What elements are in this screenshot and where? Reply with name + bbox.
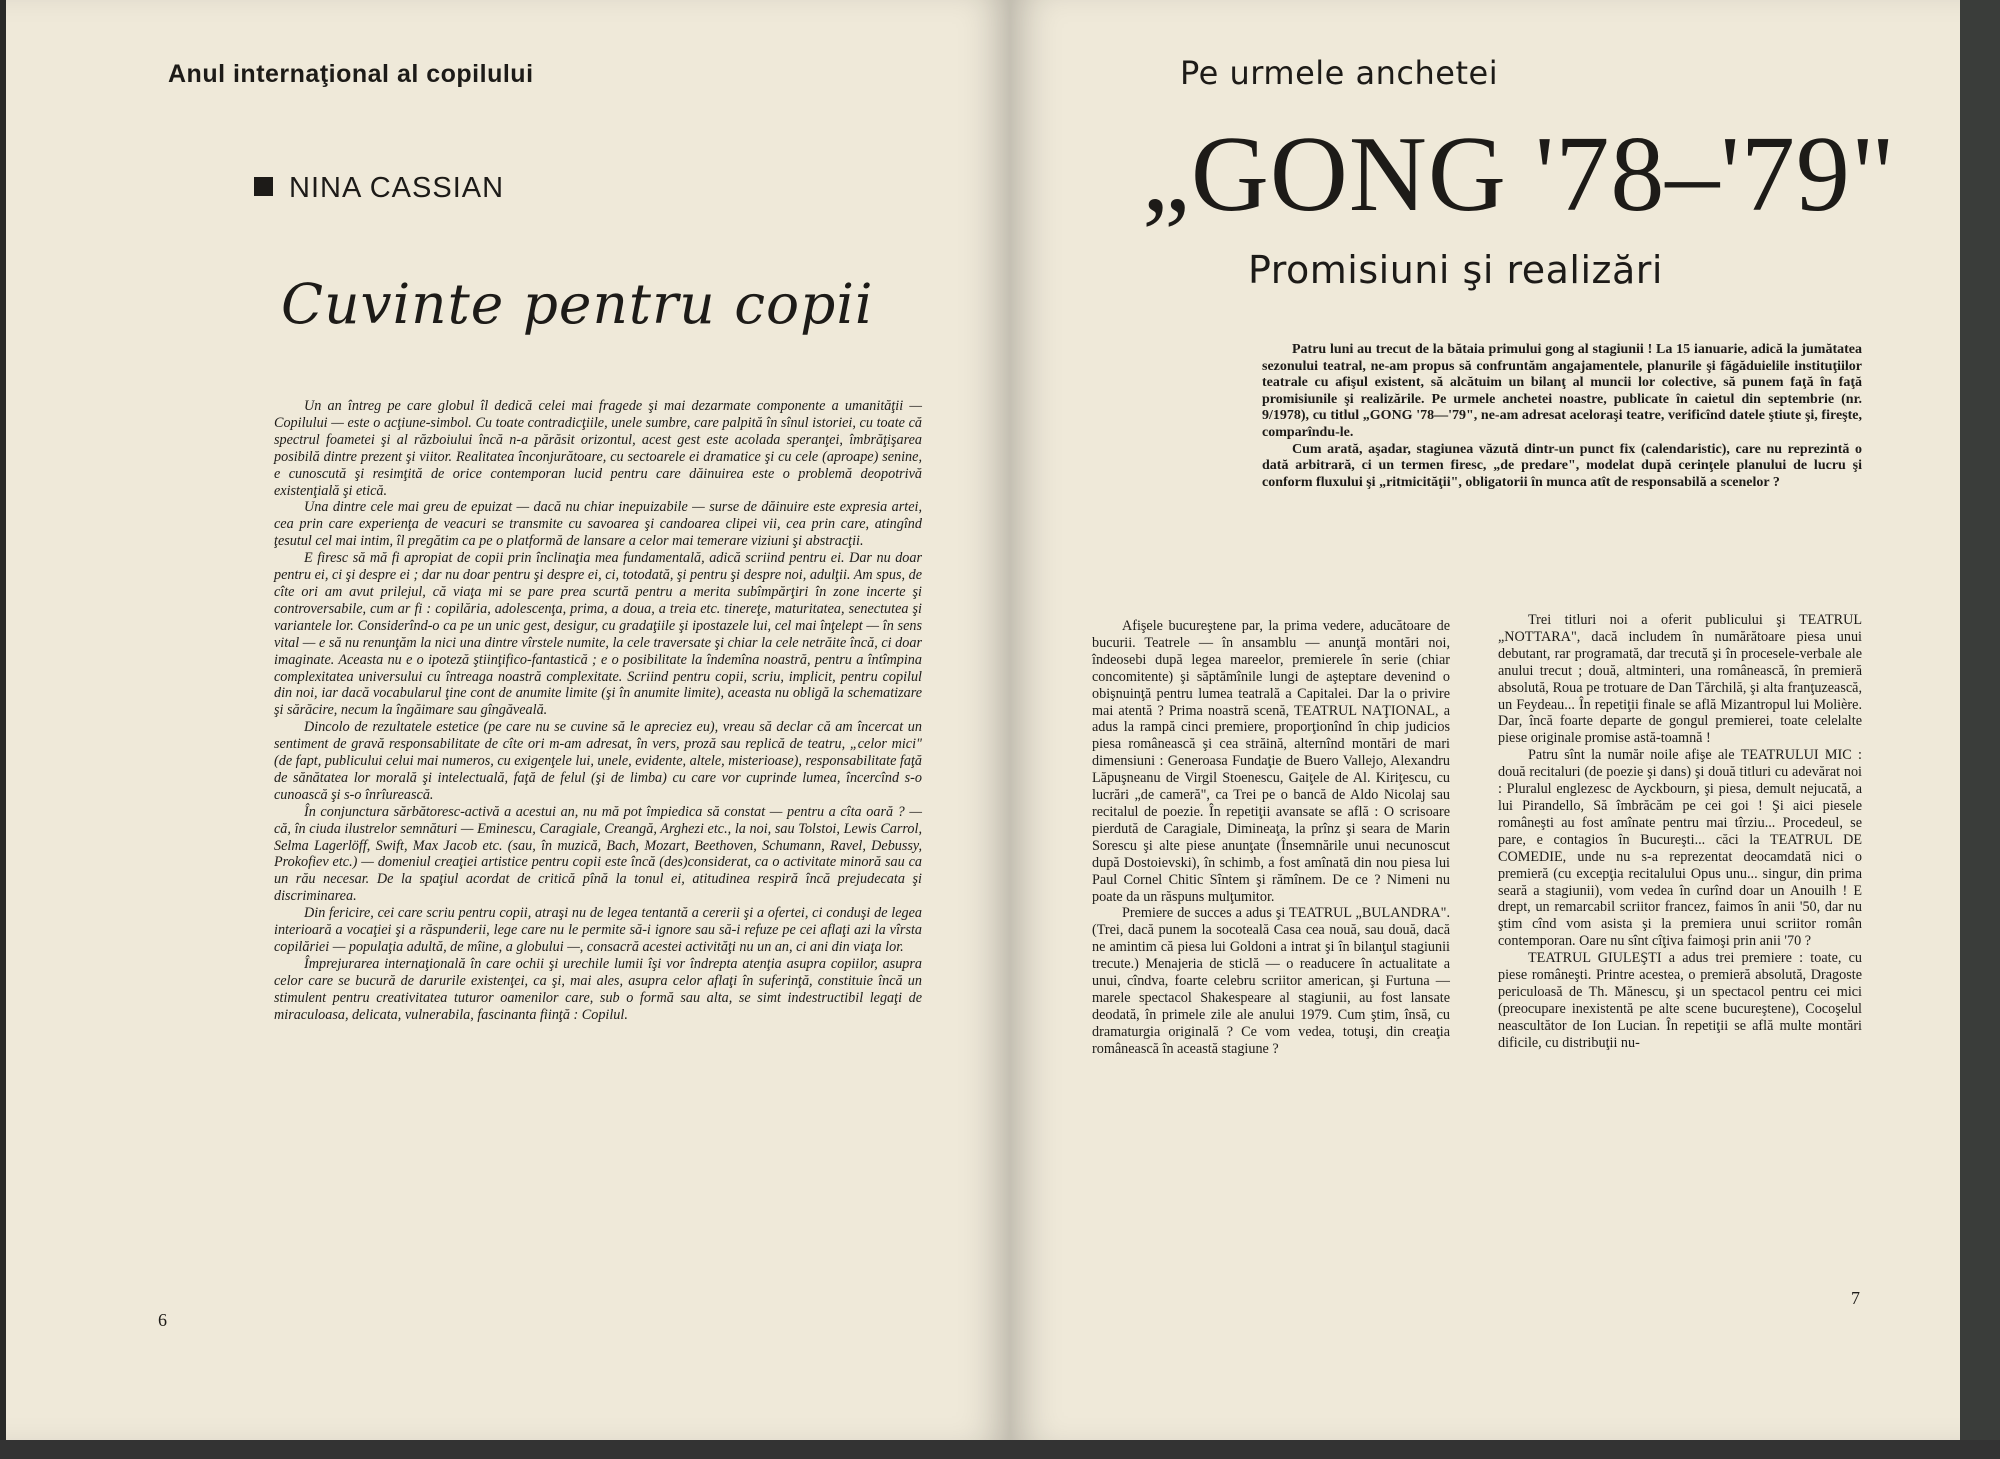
paragraph: Patru sînt la număr noile afişe ale TEATRULUI MIC : două recitaluri (de poezie şi dans) şi două titluri cu adevărat noi : Pluralul englezesc de Ayckbourn, şi piesa, demult nejucată, a lui Pirandello, Să îmbrăcăm pe cei goi ! Şi aici piesele româneşti au fost amînate pentru mai tîrziu... Procedeul, se pare, e contagios în Bucureşti... căci la TEATRUL DE COMEDIE, unde nu s-a reprezentat deocamdată nici o premieră (cu excepţia recitalului Opus unu... singur, din prima seară a stagiunii), vom vedea în curînd doar un Anouilh ! E drept, un remarcabil scriitor francez, faimos în anii '50, dar nu ştim cînd vom asista şi la premiera unui scriitor român contemporan. Oare nu sînt cîţiva faimoşi prin anii '70 ? bbox=[1498, 747, 1862, 950]
book-cover-edge bbox=[1960, 0, 2000, 1459]
paragraph: În conjunctura sărbătoresc-activă a acestui an, nu mă pot împiedica să constat — pentru a cîta oară ? — că, în ciuda ilustrelor semnături — Eminescu, Caragiale, Creangă, Arghezi etc., la noi, sau Tolstoi, Lewis Carrol, Selma Lagerlöff, Swift, Max Jacob etc. (sau, în muzică, Bach, Mozart, Beethoven, Schumann, Ravel, Debussy, Prokofiev etc.) — domeniul creaţiei artistice pentru copii este încă (des)considerat, ca o activitate minoră sau ca un rău necesar. De la spaţiul acordat de critică pînă la tonul ei, atitudinea respiră încă prejudecata şi discriminarea. bbox=[274, 803, 922, 905]
paragraph: E firesc să mă fi apropiat de copii prin înclinaţia mea fundamentală, adică scriind pentru ei. Dar nu doar pentru ei, ci şi despre ei ; dar nu doar pentru şi despre ei, ci, totodată, şi pentru şi despre noi, adulţii. Am spus, de cîte ori am avut prilejul, că viaţa mi se pare prea scurtă pentru a merita subîmpărţiri în zone incerte şi controversabile, cum ar fi : copilăria, adolescenţa, prima, a doua, a treia etc. tinereţe, maturitatea, senectutea şi variantele lor. Considerînd-o ca pe un unic gest, desigur, cu gradaţiile şi ipostazele lui, cel mai înţelept — în sens vital — e să nu renunţăm la nici una dintre vîrstele numite, la cele traversate şi chiar la cele netrăite încă, ci doar imaginate. Aceasta nu e o ipoteză ştiinţifico-fantastică ; e o posibilitate la îndemîna noastră, pentru a întîmpina complexitatea universului cu întreaga noastră complexitate. Scriind pentru copii, scriu, implicit, pentru copilul din noi, iar dacă vocabularul ţine cont de anumite limite (şi în anumite limite), aceasta nu obligă la schematizare şi sărăcire, necum la îngăimare sau gîngăveală. bbox=[274, 550, 922, 719]
page-number: 6 bbox=[158, 1310, 167, 1330]
paragraph: Trei titluri noi a oferit publicului şi TEATRUL „NOTTARA", dacă includem în numărătoare piesa unui debutant, rar programată, dar trecută şi în procesele-verbale ale anului trecut ; două, altminteri, una românească, în premieră absolută, Roua pe trotuare de Dan Tărchilă, şi alta franţuzească, un Feydeau... În repetiţii finale se află Mizantropul lui Molière. Dar, încă foarte departe de gongul premierei, toate celelalte piese originale promise astă-toamnă ! bbox=[1498, 612, 1862, 747]
intro-paragraph: Cum arată, aşadar, stagiunea văzută dintr-un punct fix (calendaristic), care nu reprezintă o dată arbitrară, ci un termen firesc, „de predare", modelat după cerinţele planului de lucru şi conform fluxului şi „ritmicităţii", obligatorii în munca atît de responsabilă a scenelor ? bbox=[1262, 441, 1862, 490]
article-title: Cuvinte pentru copii bbox=[281, 272, 874, 336]
author-label: NINA CASSIAN bbox=[289, 172, 505, 204]
page-number: 7 bbox=[1851, 1288, 1860, 1308]
left-page bbox=[6, 0, 1010, 1440]
paragraph: Premiere de succes a adus şi TEATRUL „BULANDRA". (Trei, dacă punem la socoteală Casa cea nouă, sau două, dacă ne amintim că piesa lui Goldoni a intrat şi în bilanţul stagiunii trecute.) Menajeria de sticlă — o readucere în actualitate a unui, cîndva, foarte celebru scriitor american, şi Furtuna — marele spectacol Shakespeare al stagiunii, au fost lansate deodată, în primele zile ale anului 1979. Cum ştim, însă, cu dramaturgia originală ? Ce vom vedea, totuşi, din creaţia românească în această stagiune ? bbox=[1092, 905, 1450, 1057]
paragraph: Dincolo de rezultatele estetice (pe care nu se cuvine să le apreciez eu), vreau să declar că am încercat un sentiment de gravă responsabilitate de cîte ori m-am adresat, în vers, proză sau replică de teatru, „celor mici" (de fapt, publicului celui mai numeros, cu exigenţele lui, unele, evidente, altele, misterioase), responsabilitate faţă de sănătatea lor morală şi intelectuală, faţă de felul (şi de limba) cu care vor cuprinde lumea, încercînd s-o cunoască şi s-o înrîurească. bbox=[274, 719, 922, 803]
right-page bbox=[1010, 0, 1960, 1440]
body-column-2 bbox=[1498, 612, 1862, 1052]
paragraph: TEATRUL GIULEŞTI a adus trei premiere : toate, cu piese româneşti. Printre acestea, o premieră absolută, Dragoste periculoasă de Th. Mănescu, şi un spectacol pentru cei mici (preocupare inexistentă pe alte scene bucureştene), Cocoşelul neascultător de Ion Lucian. În repetiţii se află multe montări dificile, cu distribuţii nu- bbox=[1498, 950, 1862, 1051]
paragraph: Una dintre cele mai greu de epuizat — dacă nu chiar inepuizabile — surse de dăinuire este expresia artei, cea prin care experienţa de veacuri se transmite cu savoarea şi candoarea clipei vii, cea prin care, atingînd ţesutul cel mai intim, îl pregătim ca pe o platformă de lansare a celor mai temerare viziuni şi abstracţii. bbox=[274, 499, 922, 550]
bullet-square-icon bbox=[254, 177, 273, 196]
article-subtitle: Promisiuni şi realizări bbox=[1248, 248, 1663, 292]
book-bottom-edge bbox=[0, 1440, 2000, 1459]
article-body bbox=[274, 398, 922, 1024]
article-title: „GONG '78–'79" bbox=[1142, 115, 1896, 234]
paragraph: Din fericire, cei care scriu pentru copii, atraşi nu de legea tentantă a cererii şi a ofertei, ci conduşi de legea interioară a vocaţiei şi a răspunderii, lege care nu le permite să-i ignore sau să-i refuze pe cei aflaţi azi la vîrsta copilăriei — populaţia adultă, de mîine, a globului —, consacră acestei activităţi nu un an, ci ani din viaţa lor. bbox=[274, 905, 922, 955]
author-name bbox=[254, 172, 504, 205]
rubric-header: Pe urmele anchetei bbox=[1180, 54, 1499, 92]
section-header: Anul internaţional al copilului bbox=[168, 60, 534, 88]
intro-paragraph: Patru luni au trecut de la bătaia primului gong al stagiunii ! La 15 ianuarie, adică la jumătatea sezonului teatral, ne-am propus să confruntăm angajamentele, planurile şi făgăduielile instituţiilor teatrale cu afişul existent, să alcătuim un bilanţ al muncii lor colective, să punem faţă în faţă promisiunile şi realizările. Pe urmele anchetei noastre, publicate în caietul din septembrie (nr. 9/1978), cu titlul „GONG '78—'79", ne-am adresat aceloraşi teatre, verificînd datele ştiute şi, fireşte, comparîndu-le. bbox=[1262, 342, 1862, 440]
article-intro bbox=[1262, 342, 1862, 491]
paragraph: Un an întreg pe care globul îl dedică celei mai fragede şi mai dezarmate componente a umanităţii — Copilului — este o acţiune-simbol. Cu toate contradicţiile, unele sumbre, care palpită în sînul istoriei, cu toate că spectrul foametei şi al războiului încă n-a părăsit orizontul, acest gest este acolada speranţei, îmbrăţişarea posibilă dintre prezent şi viitor. Realitatea înconjurătoare, cu sectoarele ei dramatice şi cu cele (aproape) senine, e cunoscută şi resimţită de orice contemporan lucid pentru care dăinuirea este o problemă deopotrivă existenţială şi etică. bbox=[274, 398, 922, 499]
body-column-1 bbox=[1092, 618, 1450, 1058]
paragraph: Împrejurarea internaţională în care ochii şi urechile lumii îşi vor îndrepta atenţia asupra copiilor, asupra celor care se bucură de darurile existenţei, ca şi, mai ales, asupra celor aflaţi în suferinţă, constituie încă un stimulent pentru creativitatea tuturor oamenilor care, sub o formă sau alta, se simt indestructibil legaţi de miraculoasa, delicata, vulnerabila, fascinanta fiinţă : Copilul. bbox=[274, 955, 922, 1023]
paragraph: Afişele bucureştene par, la prima vedere, aducătoare de bucurii. Teatrele — în ansamblu — anunţă montări noi, îndeosebi după legea mareelor, premierele în serie (chiar concomitente) şi săptămînile lungi de aşteptare devenind o obişnuinţă pentru lumea teatrală a Capitalei. Dar la o privire mai atentă ? Prima noastră scenă, TEATRUL NAŢIONAL, a adus la rampă cinci premiere, proporţionînd în chip judicios piesa românească şi cea străină, alternînd montări de mari dimensiuni : Generoasa Fundaţie de Buero Vallejo, Alexandru Lăpuşneanu de Virgil Stoenescu, Gaiţele de Al. Kiriţescu, cu lucrări „de cameră", ca Trei pe o bancă de Aldo Nicolaj sau recitalul de poezie. În repetiţii avansate se află : O scrisoare pierdută de Caragiale, Dimineaţa, la prînz şi seara de Marin Sorescu şi alte piese anunţate (Însemnările unui necunoscut după Dostoievski), în schimb, a fost amînată din nou piesa lui Paul Cornel Chitic Sîntem şi rămînem. De ce ? Nimeni nu poate da un răspuns mulţumitor. bbox=[1092, 618, 1450, 905]
